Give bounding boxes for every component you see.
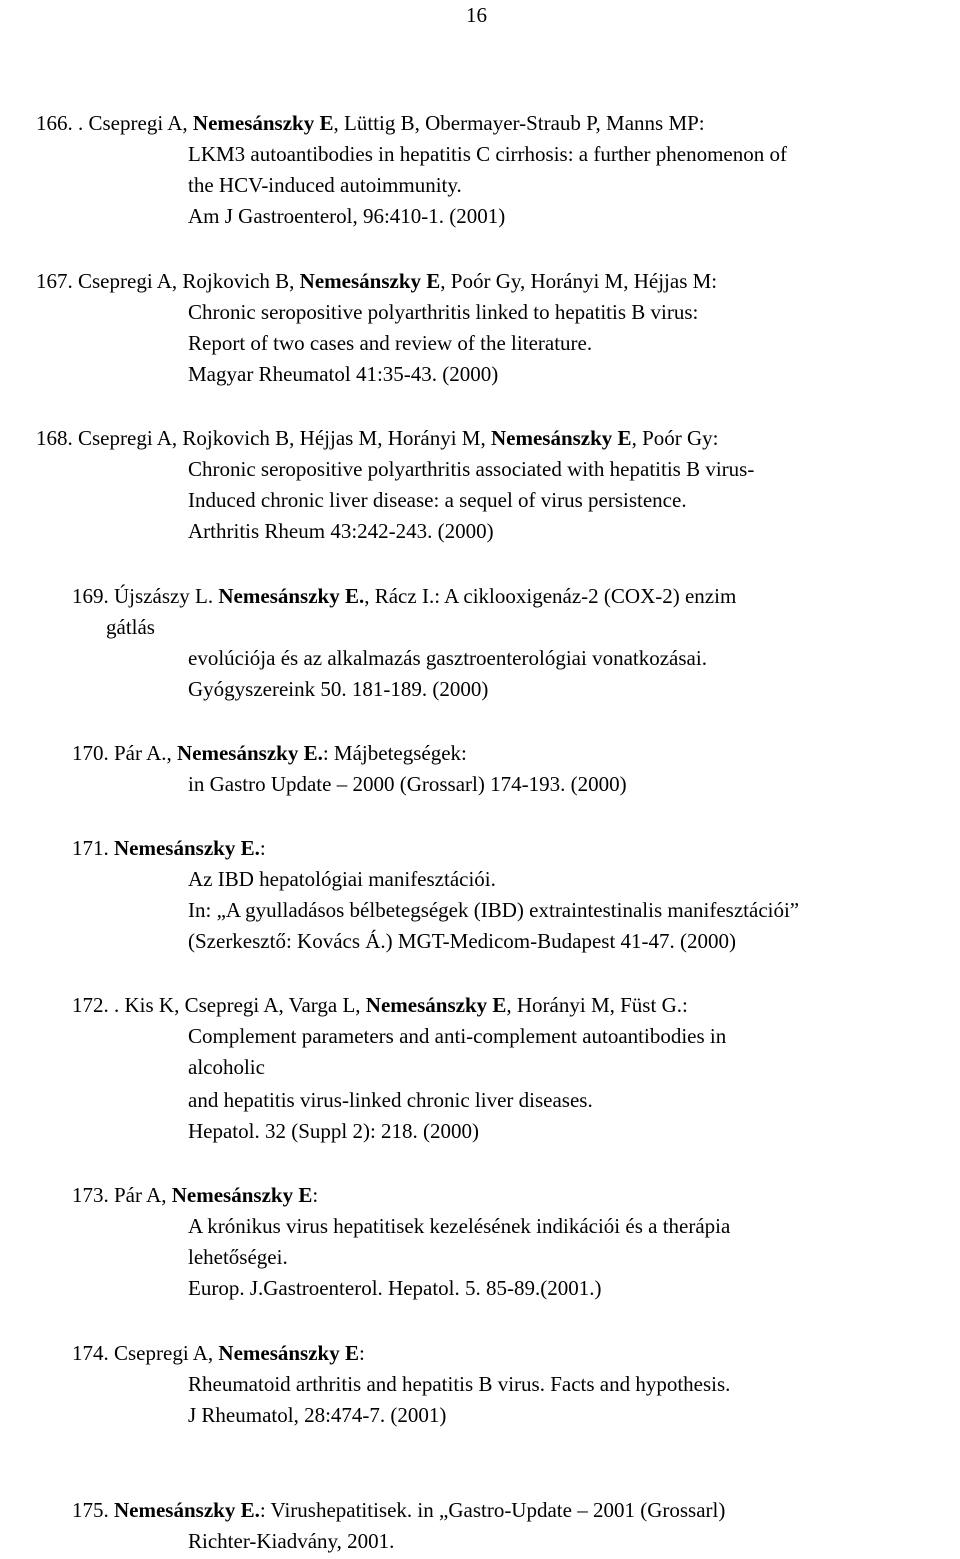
reference-line <box>188 674 488 705</box>
reference-text: In: „A gyulladásos bélbetegségek (IBD) extraintestinalis manifesztációi” <box>188 898 800 922</box>
reference-text: 166. . Csepregi A, <box>36 111 193 135</box>
reference-text: Europ. J.Gastroenterol. Hepatol. 5. 85-89.(2001.) <box>188 1276 602 1300</box>
reference-line <box>72 990 688 1021</box>
author-highlight: Nemesánszky E <box>171 1183 313 1207</box>
reference-line <box>188 1273 602 1304</box>
author-highlight: Nemesánszky E. <box>114 1498 260 1522</box>
reference-text: lehetőségei. <box>188 1245 288 1269</box>
reference-text: 167. Csepregi A, Rojkovich B, <box>36 269 300 293</box>
author-highlight: Nemesánszky E. <box>114 836 260 860</box>
reference-line <box>188 516 494 547</box>
reference-text: Complement parameters and anti-complement autoantibodies in <box>188 1024 727 1048</box>
reference-text: , Lüttig B, Obermayer-Straub P, Manns MP: <box>333 111 705 135</box>
reference-line <box>188 864 496 895</box>
reference-line <box>188 769 627 800</box>
reference-text: alcoholic <box>188 1055 265 1079</box>
reference-text: : Májbetegségek: <box>322 741 467 765</box>
reference-line <box>188 1085 593 1116</box>
reference-line <box>188 1052 265 1083</box>
author-highlight: Nemesánszky E <box>218 1341 359 1365</box>
reference-line <box>188 454 754 485</box>
reference-line <box>188 1400 446 1431</box>
reference-text: Rheumatoid arthritis and hepatitis B virus. Facts and hypothesis. <box>188 1372 731 1396</box>
reference-text: , Poór Gy, Horányi M, Héjjas M: <box>440 269 718 293</box>
reference-line <box>188 643 707 674</box>
reference-text: Richter-Kiadvány, 2001. <box>188 1529 395 1553</box>
reference-text: Gyógyszereink 50. 181-189. (2000) <box>188 677 489 701</box>
reference-line <box>188 1116 479 1147</box>
reference-text: 174. Csepregi A, <box>72 1341 219 1365</box>
reference-line <box>72 738 467 769</box>
reference-text: : <box>359 1341 365 1365</box>
reference-text: 170. Pár A., <box>72 741 177 765</box>
reference-text: : <box>259 836 266 860</box>
reference-line <box>72 833 266 864</box>
reference-text: in Gastro Update – 2000 (Grossarl) 174-193. (2000) <box>188 772 627 796</box>
reference-line <box>188 1242 288 1273</box>
author-highlight: Nemesánszky E <box>365 993 507 1017</box>
reference-line <box>72 1180 318 1211</box>
author-highlight: Nemesánszky E. <box>177 741 323 765</box>
reference-text: 172. . Kis K, Csepregi A, Varga L, <box>72 993 366 1017</box>
author-highlight: Nemesánszky E <box>299 269 441 293</box>
reference-text: : Virushepatitisek. in „Gastro-Update – 2001 (Grossarl) <box>259 1498 726 1522</box>
reference-text: , Horányi M, Füst G.: <box>506 993 688 1017</box>
reference-text: 173. Pár A, <box>72 1183 172 1207</box>
reference-line <box>188 1369 730 1400</box>
page-number: 16 <box>466 3 487 27</box>
reference-text: : <box>312 1183 319 1207</box>
reference-text: Chronic seropositive polyarthritis linked to hepatitis B virus: <box>188 300 699 324</box>
reference-text: Chronic seropositive polyarthritis associated with hepatitis B virus- <box>188 457 755 481</box>
reference-text: 175. <box>72 1498 114 1522</box>
reference-line <box>188 895 799 926</box>
reference-text: , Poór Gy: <box>631 426 719 450</box>
reference-text: 169. Újszászy L. <box>72 584 219 608</box>
reference-line <box>36 423 719 454</box>
reference-line <box>188 170 462 201</box>
reference-text: Magyar Rheumatol 41:35-43. (2000) <box>188 362 499 386</box>
reference-line <box>72 581 736 612</box>
reference-line <box>188 1526 394 1557</box>
reference-line <box>188 359 498 390</box>
author-highlight: Nemesánszky E <box>192 111 334 135</box>
reference-text: , Rácz I.: A ciklooxigenáz-2 (COX-2) enzim <box>364 584 737 608</box>
reference-text: Am J Gastroenterol, 96:410-1. (2001) <box>188 204 506 228</box>
reference-text: Hepatol. 32 (Suppl 2): 218. (2000) <box>188 1119 480 1143</box>
reference-line <box>188 1021 726 1052</box>
reference-line <box>72 1338 365 1369</box>
reference-line <box>36 108 705 139</box>
reference-line <box>188 926 736 957</box>
reference-text: Induced chronic liver disease: a sequel of virus persistence. <box>188 488 687 512</box>
author-highlight: Nemesánszky E <box>490 426 632 450</box>
author-highlight: Nemesánszky E. <box>218 584 365 608</box>
reference-text: and hepatitis virus-linked chronic liver diseases. <box>188 1088 593 1112</box>
reference-text: LKM3 autoantibodies in hepatitis C cirrhosis: a further phenomenon of <box>188 142 787 166</box>
reference-line <box>36 266 717 297</box>
reference-line <box>188 139 787 170</box>
reference-line <box>188 1211 730 1242</box>
reference-text: Report of two cases and review of the literature. <box>188 331 593 355</box>
reference-text: gátlás <box>106 615 155 639</box>
reference-text: Az IBD hepatológiai manifesztációi. <box>188 867 496 891</box>
reference-text: the HCV-induced autoimmunity. <box>188 173 462 197</box>
reference-text: evolúciója és az alkalmazás gasztroenterológiai vonatkozásai. <box>188 646 707 670</box>
reference-line <box>188 297 698 328</box>
reference-line <box>188 201 505 232</box>
reference-line <box>188 485 687 516</box>
reference-text: 168. Csepregi A, Rojkovich B, Héjjas M, Horányi M, <box>36 426 491 450</box>
reference-line <box>72 1495 725 1526</box>
reference-text: J Rheumatol, 28:474-7. (2001) <box>188 1403 447 1427</box>
reference-text: (Szerkesztő: Kovács Á.) MGT-Medicom-Budapest 41-47. (2000) <box>188 929 737 953</box>
reference-text: 171. <box>72 836 114 860</box>
reference-text: A krónikus virus hepatitisek kezelésének indikációi és a therápia <box>188 1214 731 1238</box>
reference-line <box>106 612 155 643</box>
reference-text: Arthritis Rheum 43:242-243. (2000) <box>188 519 494 543</box>
reference-line <box>188 328 592 359</box>
